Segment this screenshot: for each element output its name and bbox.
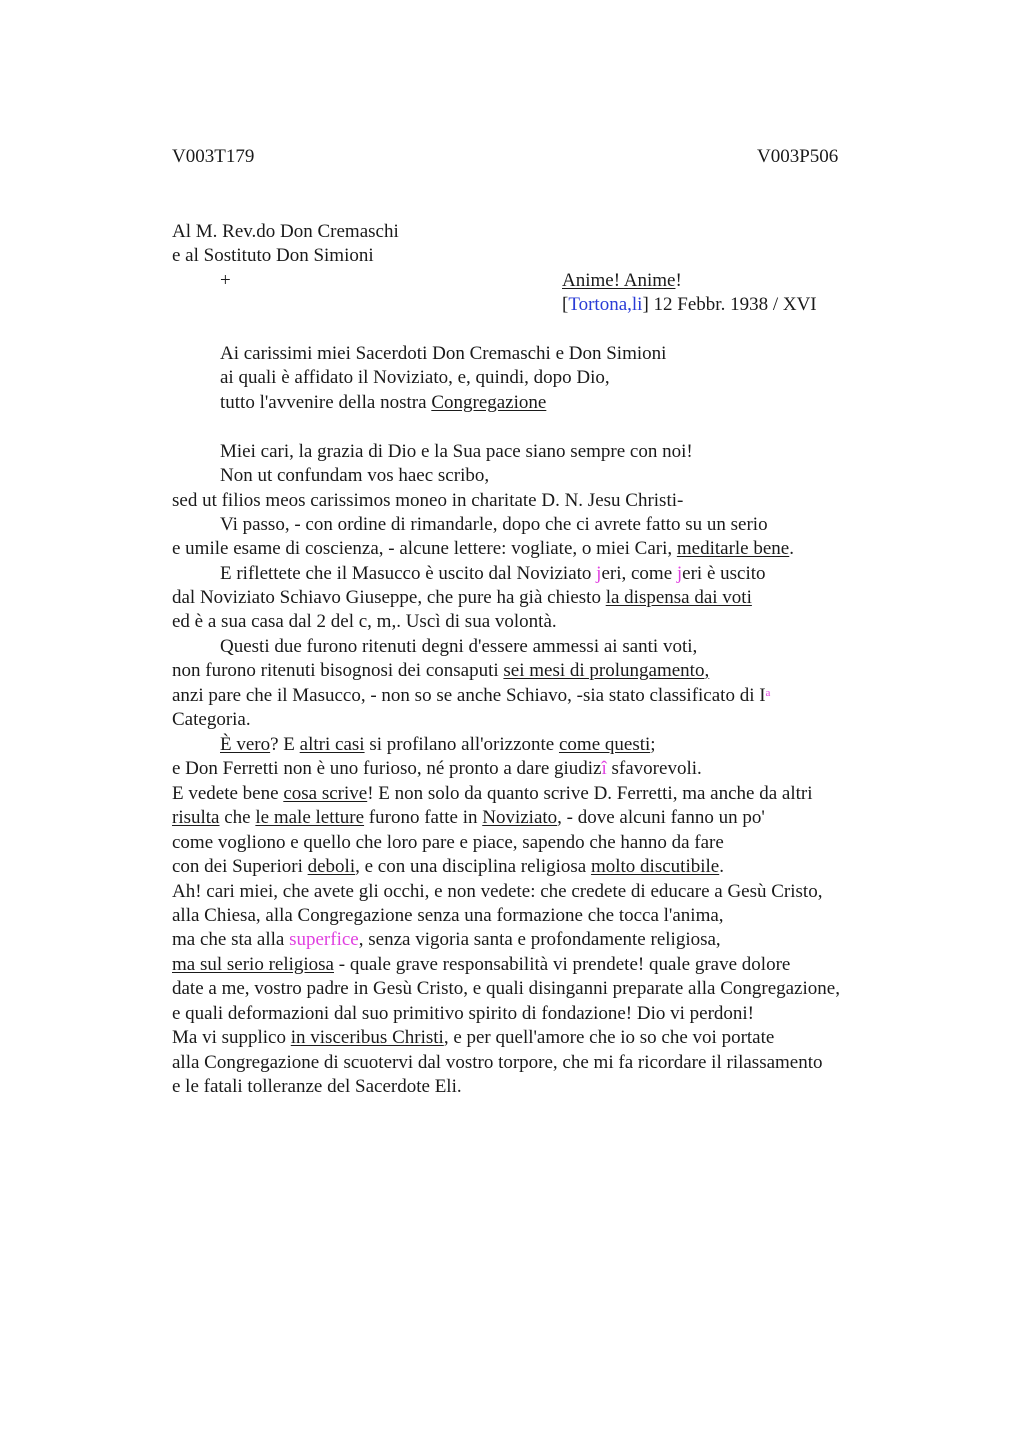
body-line: e Don Ferretti non è uno furioso, né pronto a dare giudizî sfavorevoli. [172, 758, 702, 779]
body-line: come vogliono e quello che loro pare e piace, sapendo che hanno da fare [172, 832, 724, 853]
body-line: non furono ritenuti bisognosi dei consaputi sei mesi di prolungamento, [172, 660, 710, 681]
body-line: risulta che le male letture furono fatte in Noviziato, - dove alcuni fanno un po' [172, 807, 765, 828]
body-line: ma che sta alla superfice, senza vigoria santa e profondamente religiosa, [172, 929, 721, 950]
body-line: Non ut confundam vos haec scribo, [220, 465, 490, 486]
left-code: V003T179 [172, 146, 255, 167]
body-line: alla Chiesa, alla Congregazione senza una formazione che tocca l'anima, [172, 905, 724, 926]
body-line: dal Noviziato Schiavo Giuseppe, che pure ha già chiesto la dispensa dai voti [172, 587, 752, 608]
body-line: ma sul serio religiosa - quale grave responsabilità vi prendete! quale grave dolore [172, 954, 791, 975]
body-line: ed è a sua casa dal 2 del c, m,. Uscì di sua volontà. [172, 611, 557, 632]
body-line: Categoria. [172, 709, 251, 730]
body-line: È vero? E altri casi si profilano all'orizzonte come questi; [220, 734, 656, 755]
body-line: alla Congregazione di scuotervi dal vostro torpore, che mi fa ricordare il rilassamento [172, 1052, 823, 1073]
date-line: [Tortona,li] 12 Febbr. 1938 / XVI [562, 294, 817, 315]
body-line: e le fatali tolleranze del Sacerdote Eli. [172, 1076, 462, 1097]
body-line: date a me, vostro padre in Gesù Cristo, e quali disinganni preparate alla Congregazione, [172, 978, 840, 999]
body-line: con dei Superiori deboli, e con una disciplina religiosa molto discutibile. [172, 856, 724, 877]
body-line: sed ut filios meos carissimos moneo in charitate D. N. Jesu Christi- [172, 490, 684, 511]
address-line-1: Al M. Rev.do Don Cremaschi [172, 221, 399, 242]
body-line: Vi passo, - con ordine di rimandarle, dopo che ci avrete fatto su un serio [220, 514, 768, 535]
body-line: Ah! cari miei, che avete gli occhi, e non vedete: che credete di educare a Gesù Cristo, [172, 881, 823, 902]
cross-symbol: + [220, 270, 231, 291]
body-line: anzi pare che il Masucco, - non so se anche Schiavo, -sia stato classificato di $I^a$ [172, 685, 771, 706]
dedication-line-1: Ai carissimi miei Sacerdoti Don Cremaschi e Don Simioni [220, 343, 667, 364]
dedication-line-2: ai quali è affidato il Noviziato, e, quindi, dopo Dio, [220, 367, 610, 388]
dedication-line-3: tutto l'avvenire della nostra Congregazione [220, 392, 547, 413]
body-line: E riflettete che il Masucco è uscito dal Noviziato jeri, come jeri è uscito [220, 563, 766, 584]
body-line: Ma vi supplico in visceribus Christi, e per quell'amore che io so che voi portate [172, 1027, 775, 1048]
body-line: E vedete bene cosa scrive! E non solo da quanto scrive D. Ferretti, ma anche da altri [172, 783, 813, 804]
body-line: e umile esame di coscienza, - alcune lettere: vogliate, o miei Cari, meditarle bene. [172, 538, 794, 559]
body-line: Questi due furono ritenuti degni d'essere ammessi ai santi voti, [220, 636, 698, 657]
right-code: V003P506 [757, 146, 839, 167]
body-line: Miei cari, la grazia di Dio e la Sua pace siano sempre con noi! [220, 441, 693, 462]
place-name: Tortona,li [568, 294, 643, 315]
address-line-2: e al Sostituto Don Simioni [172, 245, 374, 266]
motto-text: Anime! Anime [562, 270, 676, 291]
body-line: e quali deformazioni dal suo primitivo spirito di fondazione! Dio vi perdoni! [172, 1003, 755, 1024]
motto: Anime! Anime! [562, 270, 682, 291]
